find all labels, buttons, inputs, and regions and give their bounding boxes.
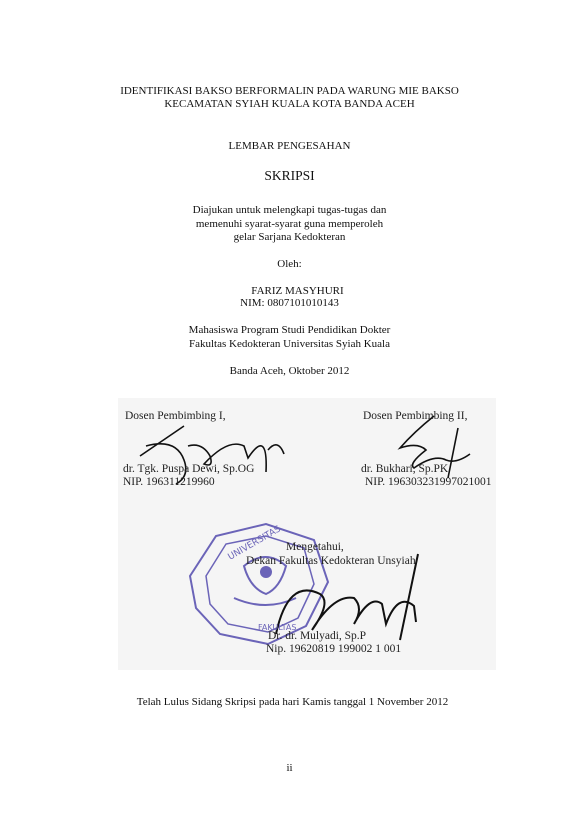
svg-text:FAKULTAS: FAKULTAS [258,623,297,632]
approval-heading: LEMBAR PENGESAHAN [228,140,351,152]
title-line-2: KECAMATAN SYIAH KUALA KOTA BANDA ACEH [164,98,415,110]
author-name: FARIZ MASYHURI [251,285,344,297]
dean-label: Mengetahui, [286,541,344,553]
affiliation-line-1: Mahasiswa Program Studi Pendidikan Dokter [188,324,391,336]
purpose-line-1: Diajukan untuk melengkapi tugas-tugas dan [192,204,387,216]
purpose-line-2: memenuhi syarat-syarat guna memperoleh [195,218,384,230]
title-line-1: IDENTIFIKASI BAKSO BERFORMALIN PADA WARUNG MIE BAKSO [120,85,459,97]
affiliation-line-2: Fakultas Kedokteran Universitas Syiah Kuala [188,338,390,350]
place-date: Banda Aceh, Oktober 2012 [229,365,350,377]
defense-note: Telah Lulus Sidang Skripsi pada hari Kamis tanggal 1 November 2012 [136,696,449,708]
page-number: ii [286,762,293,774]
dean-role: Dekan Fakultas Kedokteran Unsyiah [246,555,416,567]
supervisor-1-name: dr. Tgk. Puspa Dewi, Sp.OG [123,463,255,475]
supervisor-1-nip: NIP. 196311219960 [123,476,215,488]
document-type: SKRIPSI [264,168,315,183]
supervisor-2-nip: NIP. 196303231997021001 [365,476,492,488]
signature-scan [118,398,496,670]
by-label: Oleh: [277,258,302,270]
purpose-line-3: gelar Sarjana Kedokteran [233,231,346,243]
dean-nip: Nip. 19620819 199002 1 001 [266,643,402,655]
supervisor-2-name: dr. Bukhari, Sp.PK [361,463,449,475]
author-nim: NIM: 0807101010143 [240,297,339,309]
supervisor-2-role: Dosen Pembimbing II, [363,410,468,422]
dean-name: Dr. dr. Mulyadi, Sp.P [268,630,367,642]
supervisor-1-role: Dosen Pembimbing I, [125,410,226,422]
svg-text:UNIVERSITAS: UNIVERSITAS [226,524,283,563]
